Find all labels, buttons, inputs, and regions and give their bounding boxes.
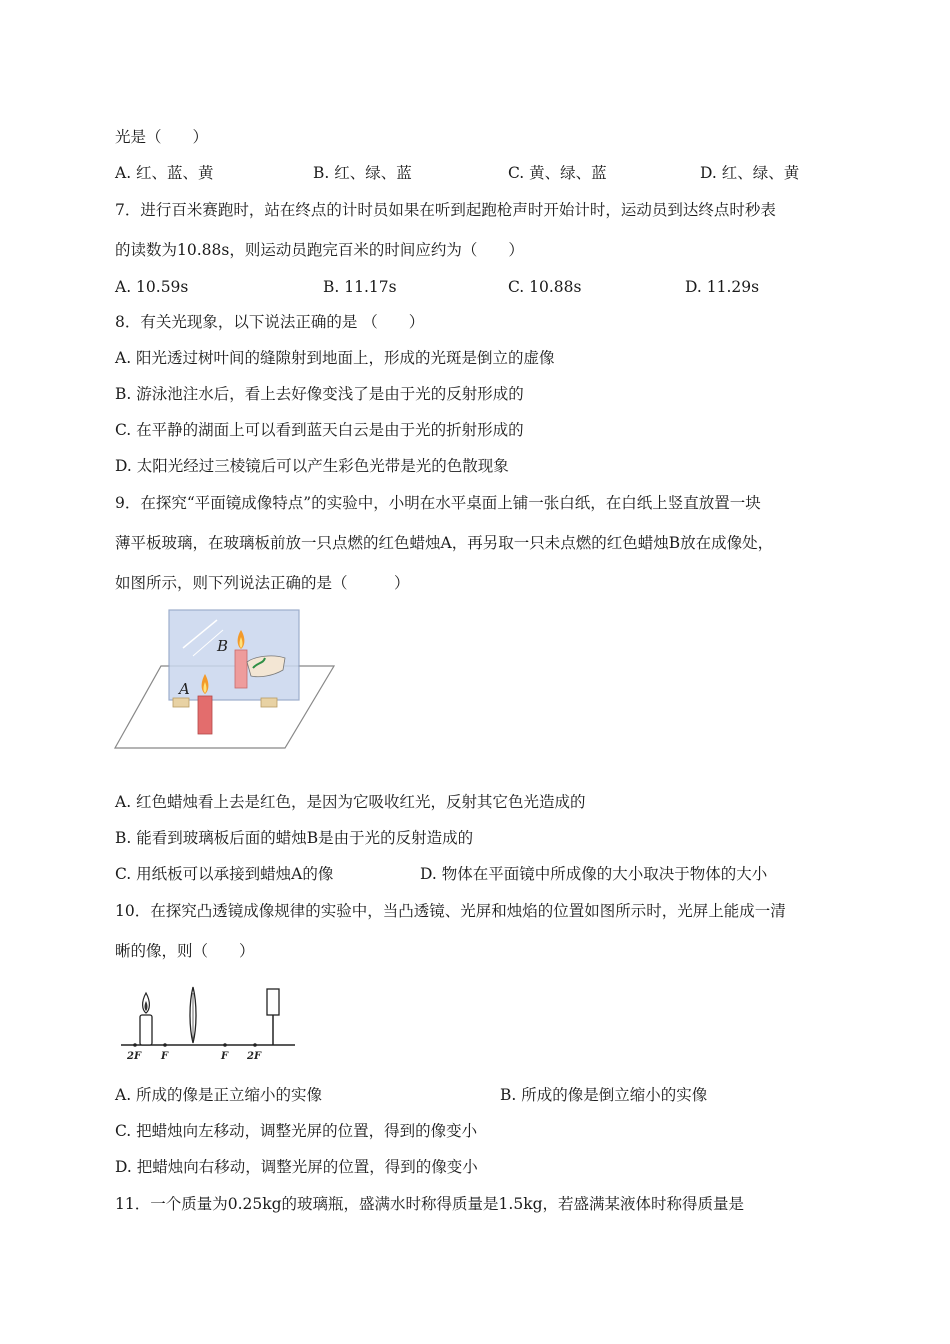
q7-stem-line2: 的读数为10.88s，则运动员跑完百米的时间应约为（ ） <box>115 241 524 259</box>
q9-option-a: A. 红色蜡烛看上去是红色，是因为它吸收红光，反射其它色光造成的 <box>115 793 586 811</box>
q11-stem-line1: 11．一个质量为0.25kg的玻璃瓶，盛满水时称得质量是1.5kg，若盛满某液体时称得质量是 <box>115 1195 745 1213</box>
q10-stem-line2: 晰的像，则（ ） <box>115 942 255 960</box>
q8-option-b: B. 游泳池注水后，看上去好像变浅了是由于光的反射形成的 <box>115 385 524 403</box>
q9-option-b: B. 能看到玻璃板后面的蜡烛B是由于光的反射造成的 <box>115 829 474 847</box>
q10-option-b: B. 所成的像是倒立缩小的实像 <box>500 1086 708 1104</box>
plane-mirror-figure <box>113 606 338 756</box>
tick-2f-left: 2F <box>127 1051 142 1062</box>
q9-stem-line3: 如图所示，则下列说法正确的是（ ） <box>115 574 410 592</box>
q6-option-b: B. 红、绿、蓝 <box>313 164 412 182</box>
label-a: A <box>179 680 190 698</box>
q7-stem-line1: 7．进行百米赛跑时，站在终点的计时员如果在听到起跑枪声时开始计时，运动员到达终点时秒表 <box>115 201 776 219</box>
q10-option-d: D. 把蜡烛向右移动，调整光屏的位置，得到的像变小 <box>115 1158 478 1176</box>
q6-option-a: A. 红、蓝、黄 <box>115 164 214 182</box>
q7-option-b: B. 11.17s <box>323 278 397 296</box>
q10-option-c: C. 把蜡烛向左移动，调整光屏的位置，得到的像变小 <box>115 1122 478 1140</box>
label-b: B <box>217 637 229 655</box>
q6-option-c: C. 黄、绿、蓝 <box>508 164 607 182</box>
q8-option-c: C. 在平静的湖面上可以看到蓝天白云是由于光的折射形成的 <box>115 421 524 439</box>
q7-option-d: D. 11.29s <box>685 278 760 296</box>
q6-stem-tail: 光是（ ） <box>115 128 209 146</box>
q7-option-c: C. 10.88s <box>508 278 582 296</box>
q8-option-d: D. 太阳光经过三棱镜后可以产生彩色光带是光的色散现象 <box>115 457 509 475</box>
convex-lens-figure <box>113 983 303 1063</box>
tick-f-left: F <box>161 1051 169 1062</box>
q9-option-d: D. 物体在平面镜中所成像的大小取决于物体的大小 <box>420 865 768 883</box>
q8-stem: 8．有关光现象，以下说法正确的是 （ ） <box>115 313 425 331</box>
q10-option-a: A. 所成的像是正立缩小的实像 <box>115 1086 323 1104</box>
tick-2f-right: 2F <box>247 1051 262 1062</box>
q9-stem-line2: 薄平板玻璃，在玻璃板前放一只点燃的红色蜡烛A，再另取一只未点燃的红色蜡烛B放在成像处， <box>115 534 774 552</box>
q10-stem-line1: 10．在探究凸透镜成像规律的实验中，当凸透镜、光屏和烛焰的位置如图所示时，光屏上能成一清 <box>115 902 786 920</box>
q7-option-a: A. 10.59s <box>115 278 189 296</box>
tick-f-right: F <box>221 1051 229 1062</box>
q6-option-d: D. 红、绿、黄 <box>700 164 800 182</box>
q8-option-a: A. 阳光透过树叶间的缝隙射到地面上，形成的光斑是倒立的虚像 <box>115 349 555 367</box>
q9-option-c: C. 用纸板可以承接到蜡烛A的像 <box>115 865 334 883</box>
q9-stem-line1: 9．在探究“平面镜成像特点”的实验中，小明在水平桌面上铺一张白纸，在白纸上竖直放置一块 <box>115 494 761 512</box>
